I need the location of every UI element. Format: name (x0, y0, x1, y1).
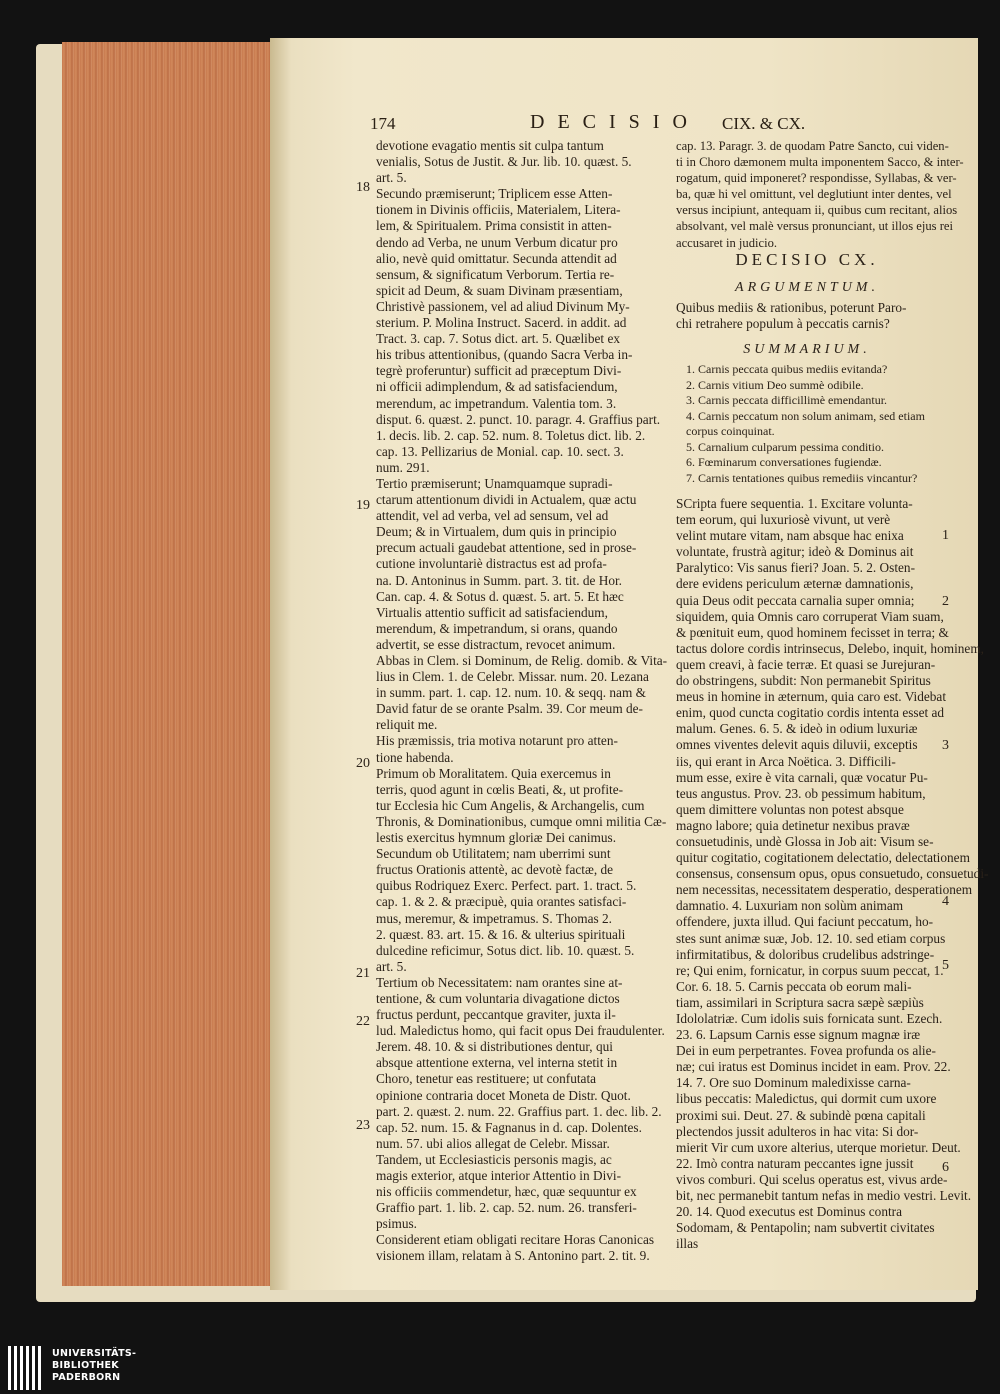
text-line: 22. Imò contra naturam peccantes igne jussit (676, 1155, 914, 1171)
text-line: fructus Orationis attentè, ac devotè factæ, de (376, 862, 614, 878)
text-line: tactus dolore cordis intrinsecus, Delebo, inquit, hominem, (676, 640, 984, 656)
text-line: absolvant, vel malè versus pronunciant, ut illos ejus rei (676, 219, 954, 234)
text-line: meus in homine in æternum, quia caro est. Videbat (676, 689, 947, 705)
margin-number: 1 (942, 528, 949, 543)
text-line: offendere, juxta illud. Qui faciunt peccatum, ho- (676, 914, 934, 930)
text-line: quibus Rodriquez Exerc. Perfect. part. 1. tract. 5. (376, 878, 637, 894)
text-line: 1. decis. lib. 2. cap. 52. num. 8. Toletus dict. lib. 2. (376, 427, 646, 443)
text-line: bit, nec permanebit tantum nefas in medio vestri. Levit. (676, 1188, 972, 1204)
text-line: tione habenda. (376, 749, 454, 765)
summary-item: 2. Carnis vitium Deo summè odibile. (686, 377, 864, 392)
running-title: DECISIO (530, 111, 700, 133)
summary-item: 3. Carnis peccata difficillimè emendantur. (686, 393, 888, 407)
text-line: Considerent etiam obligati recitare Horas Canonicas (376, 1232, 655, 1248)
decisio-heading: DECISIO CX. (735, 250, 879, 269)
text-line: consensus, consensum opus, opus consuetudo, consuetudi- (676, 866, 989, 882)
margin-number: 23 (356, 1118, 370, 1133)
text-line: devotione evagatio mentis sit culpa tantum (376, 138, 604, 153)
text-line: cutione involuntariè distractus est ad profa- (376, 556, 607, 572)
page-header (370, 110, 930, 138)
text-line: omnes viventes delevit aquis diluvii, exceptis (676, 737, 918, 753)
summary-item: 6. Fœminarum conversationes fugiendæ. (686, 455, 882, 469)
text-line: quitur cogitatio, cogitationem delectatio, delectationem (676, 850, 970, 866)
text-line: rogatum, quid imponeret? respondisse, Syllabas, & ver- (676, 171, 957, 186)
text-line: malum. Genes. 6. 5. & ideò in odium luxuriæ (676, 721, 918, 737)
text-line: ctarum attentionum dividi in Actualem, quæ actu (376, 492, 637, 508)
text-line: Graffio part. 1. lib. 2. cap. 52. num. 26. transferi- (376, 1200, 637, 1216)
logo-line: BIBLIOTHEK (52, 1360, 119, 1371)
text-line: magis exterior, atque interior Attentio in Divi- (376, 1168, 622, 1183)
text-line: Cor. 6. 18. 5. Carnis peccata ob eorum mali- (676, 978, 912, 994)
text-line: mum esse, exire è vita carnali, quæ vocatur Pu- (676, 769, 928, 785)
text-line: venialis, Sotus de Justit. & Jur. lib. 10. quæst. 5. (376, 154, 632, 170)
text-line: næ; cui iratus est Dominus incidet in eam. Prov. 22. (676, 1059, 951, 1075)
text-line: terris, quod agunt in cœlis Beati, &, ut profite- (376, 781, 624, 797)
summary-item: 5. Carnalium culparum pessima conditio. (686, 439, 884, 454)
logo-line: UNIVERSITÄTS- (52, 1348, 137, 1359)
text-line: cap. 52. num. 15. & Fagnanus in d. cap. Dolentes. (376, 1119, 642, 1135)
text-line: & pœnituit eum, quod hominem fecisset in terra; & (676, 624, 949, 640)
margin-number: 21 (356, 966, 370, 981)
text-line: dulcedine reficimur, Sotus dict. lib. 10. quæst. 5. (376, 942, 635, 958)
text-line: num. 57. ubi alios allegat de Celebr. Missar. (376, 1135, 610, 1151)
text-line: lius in Clem. 1. de Celebr. Missar. num. 20. Lezana (376, 669, 649, 685)
text-line: quem dimittere voluntas non potest absque (676, 801, 904, 817)
text-line: Tertium ob Necessitatem: nam orantes sine at- (376, 974, 623, 990)
text-line: tentione, & cum voluntaria divagatione dictos (376, 990, 620, 1006)
summary-item: 7. Carnis tentationes quibus remediis vincantur? (686, 470, 918, 485)
text-line: tem eorum, qui luxuriosè vivunt, ut verè (676, 512, 891, 528)
library-logo (0, 1342, 140, 1394)
text-line: in summ. part. 1. cap. 12. num. 10. & seqq. nam & (376, 685, 646, 701)
text-line: Tandem, ut Ecclesiasticis personis magis, ac (376, 1151, 612, 1167)
text-line: lem, & Spiritualem. Prima consistit in atten- (376, 218, 612, 234)
text-line: dere evidens periculum æternæ damnationis, (676, 576, 914, 592)
text-line: part. 2. quæst. 2. num. 22. Graffius part. 1. dec. lib. 2. (376, 1103, 662, 1119)
text-line: Sodomam, & Pentapolin; nam subvertit civitates (676, 1220, 935, 1236)
text-line: infirmitatibus, & doloribus crudelibus adstringe- (676, 946, 935, 962)
text-line: David fatur de se orante Psalm. 39. Cor meum de- (376, 701, 643, 717)
text-line: tionem in Divinis officiis, Materialem, Litera- (376, 202, 621, 218)
text-line: psimus. (376, 1216, 418, 1232)
text-line: alio, nevè quid omittatur. Secunda attendit ad (376, 250, 617, 266)
text-line: Secundum ob Utilitatem; nam uberrimi sunt (376, 846, 611, 862)
text-line: Idololatriæ. Cum idolis suis fornicata sunt. Ezech. (676, 1011, 943, 1026)
argumentum-line: chi retrahere populum à peccatis carnis? (676, 316, 890, 332)
decision-numbers: CIX. & CX. (722, 114, 806, 133)
text-line: cap. 13. Paragr. 3. de quodam Patre Sancto, cui viden- (676, 139, 949, 153)
text-line: fructus perdunt, peccantque graviter, juxta il- (376, 1007, 616, 1023)
text-line: ba, quæ hi vel omittunt, vel deglutiunt inter dentes, vel (676, 187, 952, 202)
text-line: tiam, assimilari in Scriptura sacra sæpè sæpiùs (676, 994, 924, 1010)
text-line: 14. 7. Ore suo Dominum maledixisse carna- (676, 1075, 911, 1091)
text-line: sensum, & significatum Verborum. Tertia re- (376, 266, 615, 282)
margin-number: 5 (942, 958, 949, 973)
text-line: nem necessitas, necessitatem desperatio, desperationem (676, 882, 973, 898)
text-line: disput. 6. quæst. 2. punct. 10. paragr. 4. Graffius part. (376, 411, 661, 427)
text-line: Tertio præmiserunt; Unamquamque supradi- (376, 475, 613, 491)
summarium-heading: SUMMARIUM. (743, 342, 871, 357)
text-line: do obstringens, subdit: Non permanebit Spiritus (676, 673, 931, 689)
summary-list (686, 362, 938, 486)
text-line: tur Ecclesia hic Cum Angelis, & Archangelis, cum (376, 797, 645, 813)
text-line: visionem illam, relatam à S. Antonino part. 2. tit. 9. (376, 1248, 650, 1264)
text-line: merendum, ac impetrandum. Valentia tom. 3. (376, 395, 617, 411)
text-line: Paralytico: Vis sanus fieri? Joan. 5. 2. Osten- (676, 560, 915, 576)
text-line: Thronis, & Dominationibus, cumque omni militia Cæ- (376, 813, 667, 829)
text-line: Secundo præmiserunt; Triplicem esse Atten- (376, 186, 613, 202)
library-logo-text (52, 1348, 136, 1384)
text-line: art. 5. (376, 958, 407, 974)
text-line: sterium. P. Molina Instruct. Sacerd. in addit. ad (376, 315, 627, 331)
text-line: nis officiis commendetur, hæc, quæ sequuntur ex (376, 1184, 637, 1200)
text-line: opinione contraria docet Moneta de Distr. Quot. (376, 1087, 631, 1103)
text-line: ti in Choro dæmonem multa imponentem Sacco, & inter- (676, 155, 964, 170)
summary-item: 1. Carnis peccata quibus mediis evitanda? (686, 362, 888, 376)
text-line: Deum; & in Virtualem, dum quis in principio (376, 524, 617, 540)
text-line: versus incipiunt, antequam ii, quibus cum recitant, alios (676, 203, 958, 218)
text-line: spicit ad Deum, & suam Divinam præsentiam, (376, 282, 623, 298)
text-line: His præmissis, tria motiva notarunt pro atten- (376, 733, 618, 749)
text-line: Virtualis attentio sufficit ad satisfaciendum, (376, 604, 608, 620)
margin-number: 4 (942, 894, 949, 909)
text-line: mierit Vir cum uxore alterius, uterque morietur. Deut. (676, 1139, 961, 1155)
text-line: precum actuali gaudebat attentione, sed in prose- (376, 540, 637, 556)
text-line: SCripta fuere sequentia. 1. Excitare volunta- (676, 496, 913, 511)
margin-number: 22 (356, 1014, 370, 1029)
text-line: Abbas in Clem. si Dominum, de Relig. domib. & Vita- (376, 653, 668, 668)
right-column-body (676, 496, 989, 1252)
text-line: art. 5. (376, 170, 407, 186)
right-column-top (676, 138, 964, 251)
text-line: mus, meremur, & impetramus. S. Thomas 2. (376, 910, 612, 926)
text-line: Choro, tenetur eas restituere; ut confutata (376, 1071, 597, 1087)
text-line: Tract. 3. cap. 7. Sotus dict. art. 5. Quælibet ex (376, 331, 620, 347)
margin-number: 2 (942, 594, 949, 609)
text-line: 20. 14. Quod executus est Dominus contra (676, 1204, 903, 1220)
text-line: re; Qui enim, fornicatur, in corpus suum peccat, 1. (676, 962, 944, 978)
margin-number: 20 (356, 756, 370, 771)
logo-line: PADERBORN (52, 1372, 121, 1383)
margin-number: 6 (942, 1160, 949, 1175)
text-line: tegrè proferuntur) sufficit ad præceptum Divi- (376, 363, 622, 379)
text-line: iis, qui erant in Arca Noëtica. 3. Difficili- (676, 753, 896, 769)
text-line: magno labore; quia detinetur nexibus pravæ (676, 817, 910, 833)
margin-number: 3 (942, 738, 949, 753)
text-line: ni officii adimplendum, & ad satisfaciendum, (376, 379, 618, 395)
text-line: velint mutare vitam, nam absque hac enixa (676, 528, 904, 544)
text-line: num. 291. (376, 459, 430, 475)
text-line: dendo ad Verba, ne unum Verbum dicatur pro (376, 234, 618, 250)
text-line: na. D. Antoninus in Summ. part. 3. tit. de Hor. (376, 572, 622, 588)
argumentum-text (676, 300, 938, 332)
text-line: his tribus attentionibus, (quando Sacra Verba in- (376, 347, 633, 363)
text-line: teus angustus. Prov. 23. ob pessimum habitum, (676, 785, 926, 801)
margin-number: 18 (356, 180, 370, 195)
text-line: lestis exercitus hymnum gloriæ Dei canimus. (376, 830, 617, 846)
text-line: consuetudinis, undè Glossa in Job ait: Visum se- (676, 833, 934, 849)
text-line: quia Deus odit peccata carnalia super omnia; (676, 592, 915, 608)
text-line: voluntate, frustrà agitur; ideò & Dominus ait (676, 544, 914, 560)
library-logo-icon (8, 1346, 44, 1390)
text-line: cap. 1. & 2. & præcipuè, quia orantes satisfaci- (376, 894, 627, 910)
text-line: 2. quæst. 83. art. 15. & 16. & ulterius spirituali (376, 926, 626, 942)
text-line: Primum ob Moralitatem. Quia exercemus in (376, 765, 611, 781)
summary-item: corpus coinquinat. (686, 424, 775, 438)
left-column (376, 138, 668, 1265)
text-line: reliquit me. (376, 717, 438, 733)
text-line: damnatio. 4. Luxuriam non solùm animam (676, 898, 904, 914)
text-line: advertit, se esse distractum, revocet animum. (376, 636, 616, 652)
text-line: lud. Maledictus homo, qui facit opus Dei fraudulenter. (376, 1023, 665, 1039)
text-line: merendum, & impetrandum, si orans, quando (376, 620, 618, 636)
text-line: proximi sui. Deut. 27. & subindè pœna capitali (676, 1107, 926, 1123)
text-line: accusaret in judicio. (676, 235, 778, 250)
margin-number: 19 (356, 498, 370, 513)
text-line: cap. 13. Pellizarius de Monial. cap. 10. sect. 3. (376, 443, 624, 459)
text-line: enim, quod cuncta cogitatio cordis intenta esset ad (676, 705, 945, 721)
text-line: Jerem. 48. 10. & si distributiones dentur, qui (376, 1039, 613, 1055)
text-line: siquidem, quia Omnis caro corruperat Viam suam, (676, 608, 944, 624)
text-line: libus peccatis: Maledictus, qui dormit cum uxore (676, 1091, 937, 1107)
page-number: 174 (370, 114, 396, 133)
text-line: attendit, vel ad verba, vel ad sensum, vel ad (376, 508, 609, 524)
text-line: Christivè passionem, vel ad aliud Divinum My- (376, 298, 630, 314)
text-line: absque attentione externa, vel interna stetit in (376, 1055, 618, 1071)
text-line: stes sunt animæ suæ, Job. 12. 10. sed etiam corpus (676, 930, 946, 946)
text-line: quem creavi, à facie terræ. Et quasi se Jurejuran- (676, 656, 936, 672)
text-line: illas (676, 1236, 699, 1252)
text-line: plectendos jussit adulteros in hac vita: Si dor- (676, 1123, 919, 1139)
argumentum-line: Quibus mediis & rationibus, poterunt Paro- (676, 300, 907, 315)
argumentum-heading: ARGUMENTUM. (735, 280, 879, 295)
summary-item: 4. Carnis peccatum non solum animam, sed etiam (686, 408, 925, 423)
page-block-edge (62, 42, 275, 1286)
text-line: Dei in eum perpetrantes. Fovea profunda os alie- (676, 1043, 936, 1059)
text-line: Can. cap. 4. & Sotus d. quæst. 5. art. 5. Et hæc (376, 588, 624, 604)
text-line: 23. 6. Lapsum Carnis esse signum magnæ iræ (676, 1027, 921, 1043)
text-line: vivos comburi. Qui scelus operatus est, vivus arde- (676, 1171, 948, 1187)
